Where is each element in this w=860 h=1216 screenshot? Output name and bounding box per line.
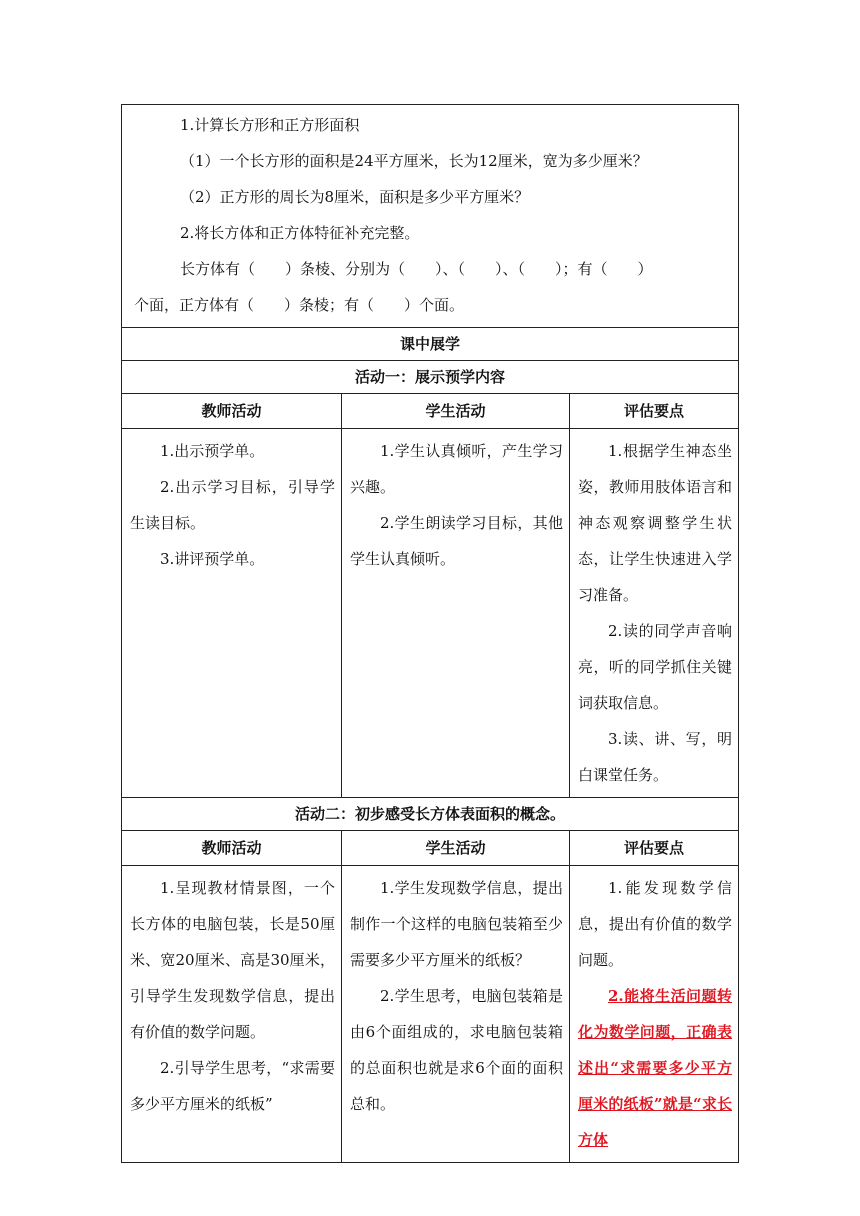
teacher-item: 1.呈现教材情景图，一个长方体的电脑包装，长是50厘米、宽20厘米、高是30厘米，引导学生发现数学信息，提出有价值的数学问题。 (130, 879, 335, 1041)
activity2-header-row (122, 831, 739, 866)
activity1-content-row (122, 429, 739, 798)
assessment-item: 2.读的同学声音响亮，听的同学抓住关键词获取信息。 (578, 622, 733, 712)
lesson-plan-page (121, 104, 738, 1163)
assessment-item: 3.读、讲、写，明白课堂任务。 (578, 730, 733, 784)
preview-line: 个面，正方体有（ ）条棱；有（ ）个面。 (134, 296, 465, 314)
student-activity-cell (342, 429, 570, 798)
preview-line: 2.将长方体和正方体特征补充完整。 (180, 224, 420, 242)
preview-line: （2）正方形的周长为8厘米，面积是多少平方厘米？ (180, 188, 530, 206)
preview-line: 1.计算长方形和正方形面积 (180, 116, 360, 134)
student-item: 2.学生思考，电脑包装箱是由6个面组成的，求电脑包装箱的总面积也就是求6个面的面积总和。 (350, 987, 563, 1113)
lesson-table (121, 104, 739, 1163)
activity2-content-row (122, 866, 739, 1163)
col-header-teacher: 教师活动 (122, 831, 342, 866)
teacher-item: 2.出示学习目标，引导学生读目标。 (130, 478, 335, 532)
assessment-cell (570, 429, 739, 798)
col-header-teacher: 教师活动 (122, 394, 342, 429)
student-activity-cell (342, 866, 570, 1163)
assessment-item-highlighted: 2.能将生活问题转化为数学问题，正确表述出“求需要多少平方厘米的纸板”就是“求长方体 (578, 987, 733, 1149)
teacher-activity-cell (122, 429, 342, 798)
activity1-title: 活动一：展示预学内容 (122, 361, 739, 394)
preview-line: 长方体有（ ）条棱、分别为（ ）、（ ）、（ ）；有（ ） (180, 260, 653, 278)
activity2-title: 活动二：初步感受长方体表面积的概念。 (122, 798, 739, 831)
col-header-student: 学生活动 (342, 831, 570, 866)
col-header-assessment: 评估要点 (570, 831, 739, 866)
section-title: 课中展学 (122, 328, 739, 361)
assessment-cell (570, 866, 739, 1163)
assessment-item: 1.根据学生神态坐姿，教师用肢体语言和神态观察调整学生状态，让学生快速进入学习准备。 (578, 442, 733, 604)
teacher-activity-cell (122, 866, 342, 1163)
col-header-assessment: 评估要点 (570, 394, 739, 429)
student-item: 1.学生发现数学信息，提出制作一个这样的电脑包装箱至少需要多少平方厘米的纸板？ (350, 879, 563, 969)
preview-cell (122, 105, 739, 328)
student-item: 1.学生认真倾听，产生学习兴趣。 (350, 442, 563, 496)
preview-row (122, 105, 739, 328)
teacher-item: 2.引导学生思考，“求需要多少平方厘米的纸板” (130, 1059, 335, 1113)
teacher-item: 1.出示预学单。 (160, 442, 265, 460)
student-item: 2.学生朗读学习目标，其他学生认真倾听。 (350, 514, 563, 568)
col-header-student: 学生活动 (342, 394, 570, 429)
activity1-header-row (122, 394, 739, 429)
assessment-item: 1.能发现数学信息，提出有价值的数学问题。 (578, 879, 733, 969)
teacher-item: 3.讲评预学单。 (160, 550, 265, 568)
preview-line: （1）一个长方形的面积是24平方厘米，长为12厘米，宽为多少厘米？ (180, 152, 648, 170)
